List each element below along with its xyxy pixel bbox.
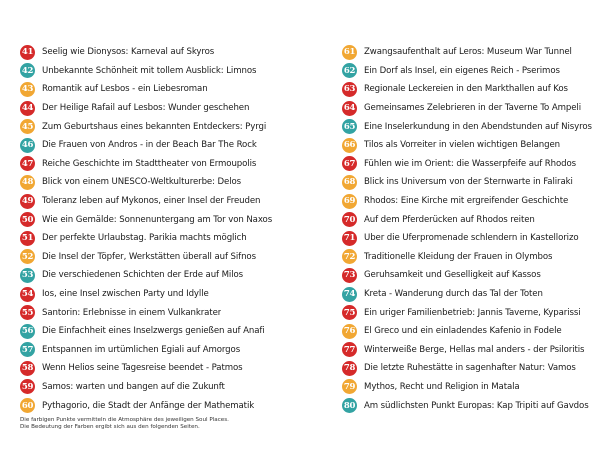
list-item <box>20 136 320 155</box>
number-badge: 64 <box>342 101 357 116</box>
list-item <box>20 266 320 285</box>
item-label: Romantik auf Lesbos - ein Liebesroman <box>42 84 208 95</box>
list-item <box>20 303 320 322</box>
list-item <box>20 248 320 267</box>
number-badge: 50 <box>20 212 35 227</box>
list-item <box>342 266 600 285</box>
item-label: Seelig wie Dionysos: Karneval auf Skyros <box>42 47 215 58</box>
list-item <box>342 285 600 304</box>
footnote <box>20 417 229 432</box>
item-label: Der Heilige Rafail auf Lesbos: Wunder geschehen <box>42 103 250 114</box>
item-label: Samos: warten und bangen auf die Zukunft <box>42 381 225 392</box>
item-label: Blick von einem UNESCO-Weltkulturerbe: Delos <box>42 177 242 188</box>
list-item <box>20 43 320 62</box>
item-label: Reiche Geschichte im Stadttheater von Ermoupolis <box>42 158 257 169</box>
item-label: Pythagorio, die Stadt der Anfänge der Mathematik <box>42 400 255 411</box>
left-list <box>20 43 320 415</box>
item-label: Die letzte Ruhestätte in sagenhafter Natur: Vamos <box>364 363 576 374</box>
number-badge: 76 <box>342 324 357 339</box>
number-badge: 43 <box>20 82 35 97</box>
number-badge: 63 <box>342 82 357 97</box>
list-item <box>342 173 600 192</box>
number-badge: 54 <box>20 287 35 302</box>
list-item <box>20 210 320 229</box>
number-badge: 56 <box>20 324 35 339</box>
item-label: El Greco und ein einladendes Kafenio in Fodele <box>364 326 562 337</box>
item-label: Über die Uferpromenade schlendern in Kastellorizo <box>364 233 579 244</box>
footnote-line-1: Die farbigen Punkte vermitteln die Atmosphäre des jeweiligen Soul Places. <box>20 417 229 423</box>
list-item <box>342 210 600 229</box>
item-label: Geruhsamkeit und Geselligkeit auf Kassos <box>364 270 541 281</box>
number-badge: 77 <box>342 342 357 357</box>
list-item <box>20 359 320 378</box>
item-label: Gemeinsames Zelebrieren in der Taverne To Ampeli <box>364 103 582 114</box>
list-item <box>342 378 600 397</box>
number-badge: 67 <box>342 156 357 171</box>
number-badge: 69 <box>342 194 357 209</box>
number-badge: 79 <box>342 379 357 394</box>
list-item <box>342 43 600 62</box>
item-label: Auf dem Pferderücken auf Rhodos reiten <box>364 214 535 225</box>
list-item <box>342 229 600 248</box>
list-item <box>342 80 600 99</box>
number-badge: 55 <box>20 305 35 320</box>
number-badge: 47 <box>20 156 35 171</box>
number-badge: 74 <box>342 287 357 302</box>
list-item <box>342 62 600 81</box>
item-label: Die Frauen von Andros - in der Beach Bar The Rock <box>42 140 257 151</box>
list-item <box>342 117 600 136</box>
list-item <box>20 80 320 99</box>
item-label: Ein uriger Familienbetrieb: Jannis Taverne, Kyparissi <box>364 307 581 318</box>
item-label: Die Insel der Töpfer, Werkstätten überall auf Sifnos <box>42 251 256 262</box>
number-badge: 51 <box>20 231 35 246</box>
item-label: Die Einfachheit eines Inselzwergs genießen auf Anafi <box>42 326 265 337</box>
list-item <box>20 62 320 81</box>
item-label: Ios, eine Insel zwischen Party und Idylle <box>42 289 209 300</box>
item-label: Santorin: Erlebnisse in einem Vulkankrater <box>42 307 222 318</box>
list-item <box>342 322 600 341</box>
list-item <box>342 341 600 360</box>
list-item <box>20 229 320 248</box>
item-label: Zwangsaufenthalt auf Leros: Museum War Tunnel <box>364 47 572 58</box>
item-label: Traditionelle Kleidung der Frauen in Olymbos <box>364 251 553 262</box>
item-label: Fühlen wie im Orient: die Wasserpfeife auf Rhodos <box>364 158 577 169</box>
number-badge: 42 <box>20 63 35 78</box>
number-badge: 66 <box>342 138 357 153</box>
number-badge: 71 <box>342 231 357 246</box>
number-badge: 72 <box>342 249 357 264</box>
list-item <box>20 117 320 136</box>
right-list <box>342 43 600 415</box>
number-badge: 78 <box>342 361 357 376</box>
number-badge: 45 <box>20 119 35 134</box>
list-item <box>20 341 320 360</box>
item-label: Rhodos: Eine Kirche mit ergreifender Geschichte <box>364 196 569 207</box>
item-label: Eine Inselerkundung in den Abendstunden auf Nisyros <box>364 121 592 132</box>
number-badge: 46 <box>20 138 35 153</box>
list-item <box>342 396 600 415</box>
number-badge: 53 <box>20 268 35 283</box>
list-item <box>342 359 600 378</box>
number-badge: 61 <box>342 45 357 60</box>
item-label: Wenn Helios seine Tagesreise beendet - Patmos <box>42 363 243 374</box>
number-badge: 73 <box>342 268 357 283</box>
list-item <box>20 285 320 304</box>
number-badge: 70 <box>342 212 357 227</box>
item-label: Tilos als Vorreiter in vielen wichtigen Belangen <box>364 140 560 151</box>
number-badge: 52 <box>20 249 35 264</box>
item-label: Kreta - Wanderung durch das Tal der Toten <box>364 289 543 300</box>
item-label: Toleranz leben auf Mykonos, einer Insel der Freuden <box>42 196 261 207</box>
list-item <box>20 192 320 211</box>
number-badge: 57 <box>20 342 35 357</box>
list-item <box>342 248 600 267</box>
list-item <box>342 99 600 118</box>
item-label: Zum Geburtshaus eines bekannten Entdeckers: Pyrgi <box>42 121 267 132</box>
item-label: Am südlichsten Punkt Europas: Kap Tripiti auf Gavdos <box>364 400 589 411</box>
list-item <box>20 155 320 174</box>
list-item <box>20 378 320 397</box>
item-label: Regionale Leckereien in den Markthallen auf Kos <box>364 84 568 95</box>
number-badge: 49 <box>20 194 35 209</box>
number-badge: 75 <box>342 305 357 320</box>
number-badge: 62 <box>342 63 357 78</box>
list-item <box>342 303 600 322</box>
number-badge: 58 <box>20 361 35 376</box>
item-label: Unbekannte Schönheit mit tollem Ausblick: Limnos <box>42 65 257 76</box>
number-badge: 60 <box>20 398 35 413</box>
number-badge: 65 <box>342 119 357 134</box>
item-label: Ein Dorf als Insel, ein eigenes Reich - Pserimos <box>364 65 560 76</box>
number-badge: 68 <box>342 175 357 190</box>
number-badge: 59 <box>20 379 35 394</box>
item-label: Winterweiße Berge, Hellas mal anders - der Psiloritis <box>364 344 585 355</box>
item-label: Wie ein Gemälde: Sonnenuntergang am Tor von Naxos <box>42 214 273 225</box>
item-label: Blick ins Universum von der Sternwarte in Faliraki <box>364 177 573 188</box>
number-badge: 48 <box>20 175 35 190</box>
list-item <box>20 173 320 192</box>
number-badge: 41 <box>20 45 35 60</box>
footnote-line-2: Die Bedeutung der Farben ergibt sich aus den folgenden Seiten. <box>20 424 200 431</box>
list-item <box>342 136 600 155</box>
number-badge: 44 <box>20 101 35 116</box>
list-item <box>342 192 600 211</box>
item-label: Mythos, Recht und Religion in Matala <box>364 381 520 392</box>
item-label: Der perfekte Urlaubstag. Parikia machts möglich <box>42 233 247 244</box>
item-label: Entspannen im urtümlichen Egiali auf Amorgos <box>42 344 241 355</box>
list-item <box>342 155 600 174</box>
list-item <box>20 396 320 415</box>
list-item <box>20 99 320 118</box>
item-label: Die verschiedenen Schichten der Erde auf Milos <box>42 270 244 281</box>
number-badge: 80 <box>342 398 357 413</box>
list-item <box>20 322 320 341</box>
